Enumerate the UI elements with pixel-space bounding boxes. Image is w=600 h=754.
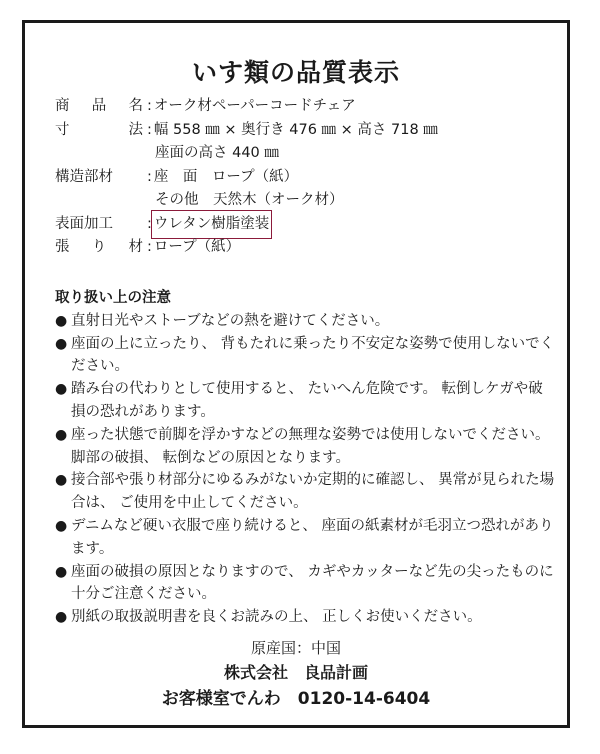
spec-label-dimensions: 寸 法 bbox=[55, 121, 144, 138]
note-item bbox=[55, 424, 555, 470]
note-item bbox=[55, 310, 555, 333]
spec-label-upholstery: 張 り 材 bbox=[55, 239, 144, 255]
note-item bbox=[55, 515, 555, 561]
spec-label-product-name: 商 品 名 bbox=[55, 98, 144, 114]
note-text: 直射日光やストーブなどの熱を避けてください。 bbox=[71, 312, 390, 329]
spec-separator: : bbox=[147, 239, 152, 255]
spec-separator: : bbox=[147, 121, 152, 138]
spec-row-upholstery bbox=[55, 236, 438, 260]
spec-value-structure-other: その他 天然木（オーク材） bbox=[155, 192, 344, 208]
spec-value-seat-height: 座面の高さ 440 ㎜ bbox=[155, 145, 279, 161]
company-name: 株式会社 良品計画 bbox=[223, 663, 368, 682]
footer bbox=[25, 635, 567, 713]
page-title: いす類の品質表示 bbox=[191, 58, 400, 87]
bullet-icon: ● bbox=[55, 563, 68, 580]
bullet-icon: ● bbox=[55, 472, 68, 489]
note-text: 別紙の取扱説明書を良くお読みの上、 正しくお使いください。 bbox=[71, 609, 482, 626]
note-item bbox=[55, 378, 555, 424]
note-item bbox=[55, 469, 555, 515]
spec-separator: : bbox=[147, 215, 152, 232]
note-item bbox=[55, 333, 555, 379]
specs-section bbox=[55, 95, 438, 260]
bullet-icon: ● bbox=[55, 381, 68, 398]
spec-value-upholstery: ロープ（紙） bbox=[153, 239, 241, 255]
note-text: 接合部や張り材部分にゆるみがないか定期的に確認し、 異常が見られた場合は、 ご使用を中止してください。 bbox=[71, 472, 555, 512]
note-item bbox=[55, 561, 555, 607]
spec-value-dimensions: 幅 558 ㎜ × 奥行き 476 ㎜ × 高さ 718 ㎜ bbox=[153, 121, 438, 138]
label-frame bbox=[22, 20, 570, 728]
note-item bbox=[55, 606, 555, 629]
notes-title: 取り扱い上の注意 bbox=[55, 290, 171, 306]
bullet-icon: ● bbox=[55, 426, 68, 443]
bullet-icon: ● bbox=[55, 335, 68, 352]
bullet-icon: ● bbox=[55, 312, 68, 329]
spec-label-finish: 表面加工 bbox=[55, 215, 113, 232]
spec-row-structure bbox=[55, 166, 438, 190]
spec-row-dimensions bbox=[55, 119, 438, 143]
note-text: 座った状態で前脚を浮かすなどの無理な姿勢では使用しないでください。 脚部の破損、 転倒などの原因となります。 bbox=[71, 426, 550, 466]
bullet-icon: ● bbox=[55, 517, 68, 534]
spec-value-product-name: オーク材ペーパーコードチェア bbox=[153, 98, 356, 114]
country-of-origin: 原産国：中国 bbox=[250, 639, 341, 657]
notes-section bbox=[55, 287, 555, 629]
note-text: 踏み台の代わりとして使用すると、 たいへん危険です。 転倒しケガや破損の恐れがあります。 bbox=[71, 381, 543, 420]
spec-separator: : bbox=[147, 98, 152, 114]
spec-value-finish: ウレタン樹脂塗装 bbox=[154, 213, 269, 237]
note-text: 座面の上に立ったり、 背もたれに乗ったり不安定な姿勢で使用しないでください。 bbox=[71, 335, 555, 375]
customer-service-phone: お客様室でんわ 0120-14-6404 bbox=[161, 689, 431, 709]
bullet-icon: ● bbox=[55, 609, 68, 626]
spec-row-product-name bbox=[55, 95, 438, 119]
spec-label-structure: 構造部材 bbox=[55, 168, 113, 185]
note-text: デニムなど硬い衣服で座り続けると、 座面の紙素材が毛羽立つ恐れがあります。 bbox=[71, 517, 554, 557]
spec-separator: : bbox=[147, 168, 152, 185]
note-text: 座面の破損の原因となりますので、 カギやカッターなど先の尖ったものに十分ご注意ください。 bbox=[71, 563, 554, 603]
spec-value-structure-seat: 座 面 ロープ（紙） bbox=[153, 168, 299, 185]
spec-row-finish bbox=[55, 213, 438, 237]
